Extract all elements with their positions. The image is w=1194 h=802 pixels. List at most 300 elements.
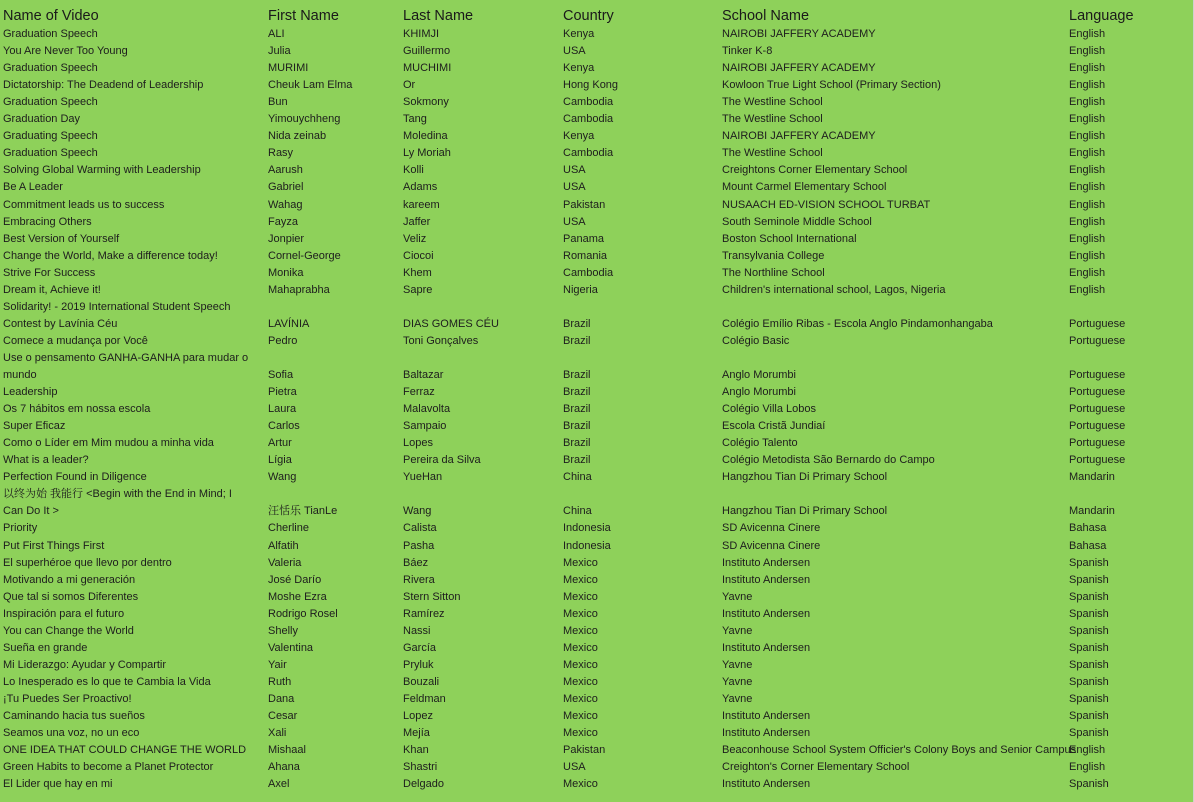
cell-language[interactable]: English	[1069, 266, 1106, 279]
cell-country[interactable]: Pakistan	[563, 744, 606, 757]
cell-first-name[interactable]: 汪恬乐 TianLe	[268, 505, 338, 518]
cell-school-name[interactable]: Colégio Metodista São Bernardo do Campo	[722, 454, 935, 467]
cell-school-name[interactable]: Boston School International	[722, 232, 857, 245]
table-row	[0, 623, 1194, 640]
cell-last-name[interactable]: Khem	[403, 266, 432, 279]
cell-name-of-video[interactable]: Graduation Speech	[3, 28, 98, 40]
cell-language[interactable]: Portuguese	[1069, 369, 1126, 381]
table-row	[0, 26, 1194, 43]
cell-language[interactable]: English	[1069, 130, 1106, 143]
cell-first-name[interactable]: Pedro	[268, 334, 298, 347]
cell-language[interactable]: Portuguese	[1069, 437, 1126, 450]
cell-name-of-video[interactable]: Solidarity! - 2019 International Student Speech	[3, 300, 231, 313]
cell-last-name[interactable]: Khan	[403, 744, 429, 757]
cell-country[interactable]: USA	[563, 215, 586, 228]
cell-language[interactable]: English	[1069, 181, 1106, 194]
cell-language[interactable]: Spanish	[1069, 556, 1109, 569]
cell-school-name[interactable]: Instituto Andersen	[722, 641, 811, 654]
cell-school-name[interactable]: Hangzhou Tian Di Primary School	[722, 471, 888, 484]
cell-name-of-video[interactable]: El Lider que hay en mi	[3, 778, 113, 791]
cell-language[interactable]: Spanish	[1069, 727, 1109, 740]
cell-name-of-video[interactable]: Strive For Success	[3, 266, 96, 279]
cell-first-name[interactable]: Moshe Ezra	[268, 590, 327, 603]
cell-country[interactable]: Indonesia	[563, 539, 611, 552]
cell-country[interactable]: Romania	[563, 249, 608, 262]
cell-first-name[interactable]: Aarush	[268, 164, 303, 177]
cell-first-name[interactable]: Dana	[268, 692, 295, 705]
cell-first-name[interactable]: Valentina	[268, 641, 314, 654]
cell-name-of-video[interactable]: Os 7 hábitos em nossa escola	[3, 403, 151, 416]
cell-country[interactable]: Brazil	[563, 454, 591, 467]
cell-school-name[interactable]: Kowloon True Light School (Primary Section)	[722, 79, 941, 92]
cell-school-name[interactable]: Escola Cristã Jundiaí	[722, 420, 826, 433]
cell-first-name[interactable]: Cheuk Lam Elma	[268, 79, 353, 92]
table-row	[0, 248, 1194, 265]
table-row	[0, 367, 1194, 384]
cell-name-of-video[interactable]: Graduation Speech	[3, 62, 98, 75]
cell-language[interactable]: English	[1069, 744, 1106, 757]
cell-first-name[interactable]: Axel	[268, 778, 290, 791]
cell-name-of-video[interactable]: You Are Never Too Young	[3, 45, 128, 58]
cell-school-name[interactable]: The Westline School	[722, 147, 823, 160]
cell-last-name[interactable]: Ciocoi	[403, 249, 434, 262]
cell-last-name[interactable]: Adams	[403, 181, 438, 194]
cell-first-name[interactable]: Yimouychheng	[268, 113, 341, 126]
cell-language[interactable]: English	[1069, 232, 1106, 245]
cell-first-name[interactable]: Pietra	[268, 386, 297, 399]
cell-school-name[interactable]: NUSAACH ED-VISION SCHOOL TURBAT	[722, 198, 931, 211]
cell-language[interactable]: Portuguese	[1069, 420, 1126, 433]
cell-name-of-video[interactable]: Mi Liderazgo: Ayudar y Compartir	[3, 658, 167, 671]
cell-language[interactable]: Bahasa	[1069, 522, 1107, 535]
cell-language[interactable]: Spanish	[1069, 607, 1109, 620]
header-first-name[interactable]: First Name	[268, 8, 339, 24]
cell-country[interactable]: Mexico	[563, 624, 598, 637]
cell-name-of-video[interactable]: Lo Inesperado es lo que te Cambia la Vida	[3, 675, 211, 688]
cell-first-name[interactable]: Valeria	[268, 556, 302, 569]
cell-school-name[interactable]: The Westline School	[722, 113, 823, 126]
cell-school-name[interactable]: NAIROBI JAFFERY ACADEMY	[722, 62, 876, 75]
cell-last-name[interactable]: Rivera	[403, 573, 435, 586]
cell-school-name[interactable]: Mount Carmel Elementary School	[722, 181, 887, 194]
cell-country[interactable]: Nigeria	[563, 283, 598, 296]
cell-language[interactable]: English	[1069, 283, 1106, 296]
cell-first-name[interactable]: Sofia	[268, 369, 294, 381]
cell-school-name[interactable]: Beaconhouse School System Officier's Colony Boys and Senior Campus	[722, 744, 1077, 757]
cell-last-name[interactable]: Moledina	[403, 130, 448, 143]
table-row	[0, 486, 1194, 503]
cell-last-name[interactable]: Wang	[403, 505, 432, 518]
cell-name-of-video[interactable]: Graduation Day	[3, 113, 81, 126]
cell-country[interactable]: Cambodia	[563, 266, 614, 279]
cell-name-of-video[interactable]: Solving Global Warming with Leadership	[3, 164, 201, 177]
cell-school-name[interactable]: Colégio Talento	[722, 437, 798, 450]
cell-last-name[interactable]: Kolli	[403, 164, 424, 177]
cell-first-name[interactable]: LAVÍNIA	[268, 317, 310, 330]
cell-school-name[interactable]: NAIROBI JAFFERY ACADEMY	[722, 28, 876, 40]
cell-name-of-video[interactable]: Seamos una voz, no un eco	[3, 727, 140, 740]
cell-last-name[interactable]: Stern Sitton	[403, 590, 461, 603]
cell-school-name[interactable]: SD Avicenna Cinere	[722, 539, 821, 552]
cell-name-of-video[interactable]: What is a leader?	[3, 454, 89, 467]
table-row	[0, 94, 1194, 111]
cell-name-of-video[interactable]: Use o pensamento GANHA-GANHA para mudar o	[3, 351, 249, 364]
cell-name-of-video[interactable]: Caminando hacia tus sueños	[3, 710, 145, 722]
cell-country[interactable]: Mexico	[563, 658, 598, 671]
cell-school-name[interactable]: Anglo Morumbi	[722, 369, 796, 381]
cell-school-name[interactable]: Hangzhou Tian Di Primary School	[722, 505, 888, 518]
cell-school-name[interactable]: Tinker K-8	[722, 45, 773, 58]
cell-first-name[interactable]: Lígia	[268, 454, 292, 467]
cell-school-name[interactable]: Anglo Morumbi	[722, 386, 796, 399]
cell-first-name[interactable]: Carlos	[268, 420, 300, 433]
cell-first-name[interactable]: MURIMI	[268, 62, 309, 75]
cell-name-of-video[interactable]: Perfection Found in Diligence	[3, 471, 147, 484]
cell-country[interactable]: China	[563, 505, 592, 518]
cell-name-of-video[interactable]: Put First Things First	[3, 539, 105, 552]
cell-first-name[interactable]: Jonpier	[268, 232, 305, 245]
cell-country[interactable]: Brazil	[563, 386, 591, 399]
cell-first-name[interactable]: Monika	[268, 266, 304, 279]
table-row	[0, 674, 1194, 691]
header-country[interactable]: Country	[563, 8, 614, 24]
cell-first-name[interactable]: Bun	[268, 96, 288, 109]
cell-school-name[interactable]: Instituto Andersen	[722, 710, 811, 722]
table-row	[0, 776, 1194, 793]
cell-school-name[interactable]: Colégio Basic	[722, 334, 790, 347]
cell-name-of-video[interactable]: Best Version of Yourself	[3, 232, 120, 245]
cell-country[interactable]: Mexico	[563, 710, 598, 722]
cell-first-name[interactable]: Artur	[268, 437, 292, 450]
cell-school-name[interactable]: Yavne	[722, 658, 753, 671]
cell-last-name[interactable]: Nassi	[403, 624, 431, 637]
cell-country[interactable]: Brazil	[563, 420, 591, 433]
cell-last-name[interactable]: Pereira da Silva	[403, 454, 481, 467]
cell-name-of-video[interactable]: Can Do It >	[3, 505, 59, 518]
cell-last-name[interactable]: Sokmony	[403, 96, 449, 109]
cell-last-name[interactable]: Delgado	[403, 778, 444, 791]
cell-school-name[interactable]: The Westline School	[722, 96, 823, 109]
cell-country[interactable]: Mexico	[563, 778, 598, 791]
table-row	[0, 708, 1194, 725]
cell-language[interactable]: Bahasa	[1069, 539, 1107, 552]
cell-language[interactable]: English	[1069, 164, 1106, 177]
table-row	[0, 469, 1194, 486]
cell-school-name[interactable]: NAIROBI JAFFERY ACADEMY	[722, 130, 876, 143]
cell-country[interactable]: Cambodia	[563, 96, 614, 109]
cell-last-name[interactable]: kareem	[403, 198, 440, 211]
cell-language[interactable]: Portuguese	[1069, 334, 1126, 347]
table-row	[0, 316, 1194, 333]
cell-name-of-video[interactable]: Contest by Lavínia Céu	[3, 317, 118, 330]
cell-name-of-video[interactable]: Graduation Speech	[3, 147, 98, 160]
cell-first-name[interactable]: Ahana	[268, 761, 300, 774]
cell-name-of-video[interactable]: Que tal si somos Diferentes	[3, 590, 139, 603]
cell-first-name[interactable]: Shelly	[268, 624, 298, 637]
cell-language[interactable]: Spanish	[1069, 624, 1109, 637]
cell-first-name[interactable]: Gabriel	[268, 181, 304, 194]
cell-school-name[interactable]: Instituto Andersen	[722, 573, 811, 586]
cell-last-name[interactable]: Lopez	[403, 710, 433, 722]
table-row	[0, 418, 1194, 435]
cell-school-name[interactable]: Children's international school, Lagos, Nigeria	[722, 283, 946, 296]
cell-school-name[interactable]: Instituto Andersen	[722, 778, 811, 791]
table-row	[0, 691, 1194, 708]
cell-name-of-video[interactable]: Inspiración para el futuro	[3, 607, 125, 620]
cell-last-name[interactable]: Jaffer	[403, 215, 431, 228]
cell-language[interactable]: Portuguese	[1069, 403, 1126, 416]
cell-school-name[interactable]: Transylvania College	[722, 249, 825, 262]
cell-name-of-video[interactable]: Comece a mudança por Você	[3, 334, 148, 347]
cell-language[interactable]: English	[1069, 147, 1106, 160]
cell-first-name[interactable]: Laura	[268, 403, 297, 416]
cell-country[interactable]: Hong Kong	[563, 79, 619, 92]
cell-country[interactable]: USA	[563, 761, 586, 774]
cell-last-name[interactable]: Pasha	[403, 539, 435, 552]
cell-name-of-video[interactable]: Super Eficaz	[3, 420, 66, 433]
cell-last-name[interactable]: Ly Moriah	[403, 147, 451, 160]
cell-name-of-video[interactable]: Dream it, Achieve it!	[3, 283, 101, 296]
cell-language[interactable]: English	[1069, 761, 1106, 774]
cell-last-name[interactable]: Sapre	[403, 283, 433, 296]
cell-country[interactable]: Brazil	[563, 334, 591, 347]
cell-language[interactable]: English	[1069, 113, 1106, 126]
cell-first-name[interactable]: Wang	[268, 471, 297, 484]
cell-first-name[interactable]: Fayza	[268, 215, 298, 228]
cell-name-of-video[interactable]: ¡Tu Puedes Ser Proactivo!	[3, 692, 132, 705]
cell-country[interactable]: Mexico	[563, 590, 598, 603]
cell-last-name[interactable]: DIAS GOMES CÉU	[403, 317, 499, 330]
cell-first-name[interactable]: Mahaprabha	[268, 283, 330, 296]
cell-school-name[interactable]: Yavne	[722, 675, 753, 688]
cell-name-of-video[interactable]: Sueña en grande	[3, 641, 88, 654]
cell-country[interactable]: Cambodia	[563, 113, 614, 126]
cell-name-of-video[interactable]: Embracing Others	[3, 215, 92, 228]
cell-language[interactable]: English	[1069, 45, 1106, 58]
cell-language[interactable]: Portuguese	[1069, 317, 1126, 330]
cell-language[interactable]: English	[1069, 28, 1106, 40]
table-row	[0, 555, 1194, 572]
cell-language[interactable]: English	[1069, 249, 1106, 262]
cell-last-name[interactable]: Sampaio	[403, 420, 447, 433]
cell-name-of-video[interactable]: Priority	[3, 522, 38, 535]
cell-language[interactable]: Portuguese	[1069, 454, 1126, 467]
cell-country[interactable]: USA	[563, 164, 586, 177]
table-row	[0, 384, 1194, 401]
table-row	[0, 299, 1194, 316]
cell-first-name[interactable]: Alfatih	[268, 539, 299, 552]
cell-language[interactable]: Spanish	[1069, 573, 1109, 586]
cell-name-of-video[interactable]: You can Change the World	[3, 624, 134, 637]
cell-country[interactable]: Mexico	[563, 692, 598, 705]
cell-first-name[interactable]: Xali	[268, 727, 287, 740]
cell-school-name[interactable]: South Seminole Middle School	[722, 215, 872, 228]
cell-last-name[interactable]: Báez	[403, 556, 429, 569]
table-row	[0, 43, 1194, 60]
cell-school-name[interactable]: Colégio Emílio Ribas - Escola Anglo Pindamonhangaba	[722, 317, 993, 330]
table-row	[0, 520, 1194, 537]
table-row	[0, 111, 1194, 128]
cell-name-of-video[interactable]: Change the World, Make a difference today!	[3, 249, 218, 262]
table-row	[0, 572, 1194, 589]
cell-name-of-video[interactable]: Leadership	[3, 386, 58, 399]
cell-last-name[interactable]: Baltazar	[403, 369, 444, 381]
cell-school-name[interactable]: The Northline School	[722, 266, 825, 279]
cell-last-name[interactable]: Ramírez	[403, 607, 445, 620]
table-row	[0, 197, 1194, 214]
cell-language[interactable]: Spanish	[1069, 692, 1109, 705]
table-row	[0, 128, 1194, 145]
header-name-of-video[interactable]: Name of Video	[3, 8, 99, 24]
table-row	[0, 640, 1194, 657]
table-row	[0, 60, 1194, 77]
cell-first-name[interactable]: Julia	[268, 45, 291, 58]
cell-country[interactable]: Mexico	[563, 675, 598, 688]
cell-language[interactable]: English	[1069, 198, 1106, 211]
cell-language[interactable]: English	[1069, 62, 1106, 75]
table-row	[0, 435, 1194, 452]
cell-school-name[interactable]: Yavne	[722, 624, 753, 637]
cell-name-of-video[interactable]: Como o Líder em Mim mudou a minha vida	[3, 437, 214, 450]
cell-school-name[interactable]: Yavne	[722, 692, 753, 705]
cell-last-name[interactable]: Bouzali	[403, 675, 440, 688]
table-row	[0, 742, 1194, 759]
cell-name-of-video[interactable]: El superhéroe que llevo por dentro	[3, 556, 172, 569]
cell-last-name[interactable]: Feldman	[403, 692, 446, 705]
cell-country[interactable]: Brazil	[563, 437, 591, 450]
cell-country[interactable]: Cambodia	[563, 147, 614, 160]
cell-name-of-video[interactable]: Green Habits to become a Planet Protector	[3, 761, 214, 774]
cell-language[interactable]: English	[1069, 215, 1106, 228]
cell-school-name[interactable]: Creighton's Corner Elementary School	[722, 761, 910, 774]
cell-last-name[interactable]: García	[403, 641, 437, 654]
cell-first-name[interactable]: ALI	[268, 28, 285, 40]
cell-country[interactable]: China	[563, 471, 592, 484]
cell-last-name[interactable]: Lopes	[403, 437, 433, 450]
cell-last-name[interactable]: Tang	[403, 113, 427, 126]
cell-language[interactable]: Spanish	[1069, 641, 1109, 654]
cell-first-name[interactable]: Cherline	[268, 522, 309, 535]
cell-language[interactable]: Spanish	[1069, 710, 1109, 722]
cell-last-name[interactable]: Toni Gonçalves	[403, 334, 479, 347]
table-row	[0, 452, 1194, 469]
cell-first-name[interactable]: Cesar	[268, 710, 298, 722]
cell-country[interactable]: Mexico	[563, 727, 598, 740]
cell-first-name[interactable]: Wahag	[268, 198, 303, 211]
cell-country[interactable]: Brazil	[563, 369, 591, 381]
cell-name-of-video[interactable]: ONE IDEA THAT COULD CHANGE THE WORLD	[3, 744, 247, 757]
cell-name-of-video[interactable]: Dictatorship: The Deadend of Leadership	[3, 79, 204, 92]
cell-last-name[interactable]: YueHan	[403, 471, 443, 484]
cell-country[interactable]: Pakistan	[563, 198, 606, 211]
cell-last-name[interactable]: Shastri	[403, 761, 438, 774]
cell-language[interactable]: Portuguese	[1069, 386, 1126, 399]
cell-country[interactable]: Mexico	[563, 573, 598, 586]
table-row	[0, 162, 1194, 179]
cell-country[interactable]: Brazil	[563, 403, 591, 416]
table-row	[0, 759, 1194, 776]
cell-school-name[interactable]: Colégio Villa Lobos	[722, 403, 816, 416]
cell-country[interactable]: Panama	[563, 232, 604, 245]
cell-first-name[interactable]: Mishaal	[268, 744, 306, 757]
cell-last-name[interactable]: Veliz	[403, 232, 427, 245]
cell-first-name[interactable]: Ruth	[268, 675, 292, 688]
cell-name-of-video[interactable]: Graduating Speech	[3, 130, 98, 143]
header-last-name[interactable]: Last Name	[403, 8, 474, 24]
cell-last-name[interactable]: Malavolta	[403, 403, 451, 416]
cell-first-name[interactable]: José Darío	[268, 573, 322, 586]
cell-last-name[interactable]: MUCHIMI	[403, 62, 452, 75]
cell-school-name[interactable]: Instituto Andersen	[722, 556, 811, 569]
header-school-name[interactable]: School Name	[722, 8, 810, 24]
cell-first-name[interactable]: Nida zeinab	[268, 130, 327, 143]
table-row	[0, 231, 1194, 248]
cell-country[interactable]: Mexico	[563, 641, 598, 654]
table-row	[0, 265, 1194, 282]
cell-name-of-video[interactable]: Commitment leads us to success	[3, 198, 165, 211]
cell-name-of-video[interactable]: Motivando a mi generación	[3, 573, 136, 586]
cell-school-name[interactable]: Yavne	[722, 590, 753, 603]
cell-last-name[interactable]: Calista	[403, 522, 437, 535]
cell-name-of-video[interactable]: mundo	[3, 369, 37, 381]
cell-last-name[interactable]: Guillermo	[403, 45, 451, 58]
cell-language[interactable]: Spanish	[1069, 658, 1109, 671]
cell-name-of-video[interactable]: Graduation Speech	[3, 96, 98, 109]
cell-school-name[interactable]: Instituto Andersen	[722, 727, 811, 740]
table-row	[0, 401, 1194, 418]
cell-country[interactable]: Kenya	[563, 130, 595, 143]
cell-country[interactable]: Mexico	[563, 556, 598, 569]
cell-language[interactable]: Spanish	[1069, 590, 1109, 603]
table-row	[0, 282, 1194, 299]
cell-last-name[interactable]: Pryluk	[403, 658, 434, 671]
table-row	[0, 503, 1194, 520]
table-row	[0, 606, 1194, 623]
cell-first-name[interactable]: Rasy	[268, 147, 294, 160]
cell-country[interactable]: USA	[563, 45, 586, 58]
cell-country[interactable]: Indonesia	[563, 522, 611, 535]
header-language[interactable]: Language	[1069, 8, 1134, 24]
cell-country[interactable]: USA	[563, 181, 586, 194]
cell-country[interactable]: Mexico	[563, 607, 598, 620]
table-row	[0, 77, 1194, 94]
table-row	[0, 350, 1194, 367]
cell-last-name[interactable]: Or	[403, 79, 416, 92]
cell-school-name[interactable]: Instituto Andersen	[722, 607, 811, 620]
cell-country[interactable]: Kenya	[563, 28, 595, 40]
cell-school-name[interactable]: Creightons Corner Elementary School	[722, 164, 908, 177]
cell-last-name[interactable]: Ferraz	[403, 386, 435, 399]
cell-language[interactable]: Spanish	[1069, 778, 1109, 791]
cell-language[interactable]: Mandarin	[1069, 505, 1115, 518]
cell-name-of-video[interactable]: 以终为始 我能行 <Begin with the End in Mind; I	[3, 488, 232, 501]
cell-language[interactable]: English	[1069, 79, 1106, 92]
table-row	[0, 333, 1194, 350]
cell-country[interactable]: Brazil	[563, 317, 591, 330]
cell-first-name[interactable]: Cornel-George	[268, 249, 341, 262]
cell-language[interactable]: Mandarin	[1069, 471, 1115, 484]
cell-name-of-video[interactable]: Be A Leader	[3, 181, 63, 194]
table-row	[0, 725, 1194, 742]
cell-last-name[interactable]: Mejía	[403, 727, 430, 740]
cell-last-name[interactable]: KHIMJI	[403, 28, 440, 40]
cell-first-name[interactable]: Yair	[268, 658, 287, 671]
cell-language[interactable]: English	[1069, 96, 1106, 109]
cell-school-name[interactable]: SD Avicenna Cinere	[722, 522, 821, 535]
cell-language[interactable]: Spanish	[1069, 675, 1109, 688]
cell-country[interactable]: Kenya	[563, 62, 595, 75]
cell-first-name[interactable]: Rodrigo Rosel	[268, 607, 338, 620]
